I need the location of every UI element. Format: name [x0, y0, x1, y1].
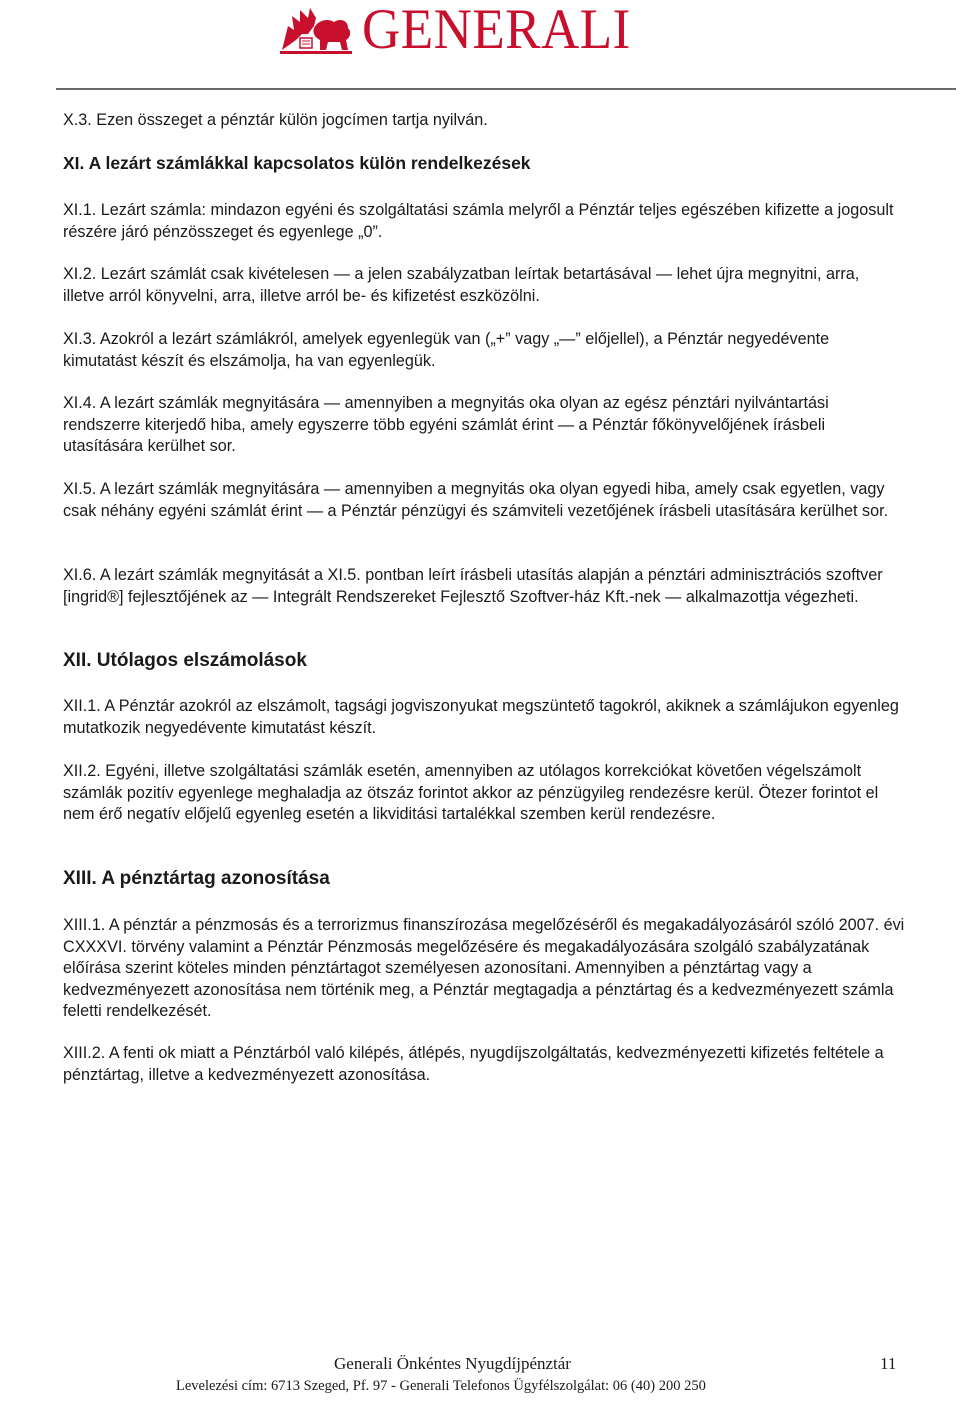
section-xi4: XI.4. A lezárt számlák megnyitására — amennyiben a megnyitás oka olyan az egész pénztári nyilvántartási rendszerre kiterjedő hiba, amely egyszerre több egyéni számlát érint — a Pénztár főkönyvelőjének írásbeli utasítására kerülhet sor. — [63, 394, 829, 456]
footer-org: Generali Önkéntes Nyugdíjpénztár — [334, 1354, 571, 1373]
section-xi6: XI.6. A lezárt számlák megnyitását a XI.5. pontban leírt írásbeli utasítás alapján a pénztári adminisztrációs szoftver [ingrid®] fejlesztőjének az — Integrált Rendszereket Fejlesztő Szoftver-ház Kft.-nek — alkalmazottja végezheti. — [63, 566, 883, 606]
section-xii1: XII.1. A Pénztár azokról az elszámolt, tagsági jogviszonyukat megszüntető tagokról, akiknek a számlájukon egyenleg mutatkozik negyedévente kimutatást készít. — [63, 697, 899, 737]
generali-wordmark: GENERALI — [362, 0, 631, 61]
section-xi3: XI.3. Azokról a lezárt számlákról, amelyek egyenlegük van („+” vagy „—” előjellel), a Pénztár negyedévente kimutatást készít és elszámolja, ha van egyenlegük. — [63, 330, 830, 370]
section-xi2: XI.2. Lezárt számlát csak kivételesen — a jelen szabályzatban leírtak betartásával — lehet újra megnyitni, arra, illetve arról könyvelni, arra, illetve arról be- és kifizetést eszközölni. — [63, 265, 860, 305]
section-xi5: XI.5. A lezárt számlák megnyitására — amennyiben a megnyitás oka olyan egyedi hiba, amely csak egyetlen, vagy csak néhány egyéni számlát érint — a Pénztár pénzügyi és számviteli vezetőjének írásbeli utasítására kerülhet sor. — [63, 480, 889, 520]
heading-xi: XI. A lezárt számlákkal kapcsolatos külön rendelkezések — [63, 153, 531, 173]
page-header — [0, 0, 960, 92]
section-xii2: XII.2. Egyéni, illetve szolgáltatási számlák esetén, amennyiben az utólagos korrekciókat követően végelszámolt számlák pozitív egyenlege meghaladja az ötszáz forintot akkor az pénzügyileg rendezésre kerül. Ötezer forintot el nem érő negatív előjelű egyenleg esetén a likviditási tartalékkal szemben kerül rendezésre. — [63, 762, 879, 824]
page-number: 11 — [880, 1354, 897, 1373]
section-xiii1: XIII.1. A pénztár a pénzmosás és a terrorizmus finanszírozása megelőzéséről és megakadályozásáról szóló 2007. évi CXXXVI. törvény valamint a Pénztár Pénzmosás megelőzésére és megakadályozására szolgáló szabályzatának előírása szerint köteles minden pénztártagot személyesen azonosítani. Amennyiben a pénztártag vagy a kedvezményezett azonosítása nem történik meg, a Pénztár megtagadja a pénztártag és a kedvezményezett számla feletti rendelkezését. — [63, 916, 905, 1021]
heading-xiii: XIII. A pénztártag azonosítása — [63, 868, 330, 889]
section-xi1: XI.1. Lezárt számla: mindazon egyéni és szolgáltatási számla melyről a Pénztár teljes egészében kifizette a jogosult részére járó pénzösszeget és egyenlege „0”. — [63, 201, 894, 241]
header-rule — [56, 88, 956, 90]
winged-lion-icon — [278, 4, 358, 56]
heading-xii: XII. Utólagos elszámolások — [63, 650, 307, 671]
section-x3: X.3. Ezen összeget a pénztár külön jogcímen tartja nyilván. — [63, 111, 488, 129]
footer-contact: Levelezési cím: 6713 Szeged, Pf. 97 - Generali Telefonos Ügyfélszolgálat: 06 (40) 200 250 — [176, 1378, 706, 1394]
generali-logo — [278, 0, 651, 61]
section-xiii2: XIII.2. A fenti ok miatt a Pénztárból való kilépés, átlépés, nyugdíjszolgáltatás, kedvezményezetti kifizetés feltétele a pénztártag, illetve a kedvezményezett azonosítása. — [63, 1044, 884, 1084]
